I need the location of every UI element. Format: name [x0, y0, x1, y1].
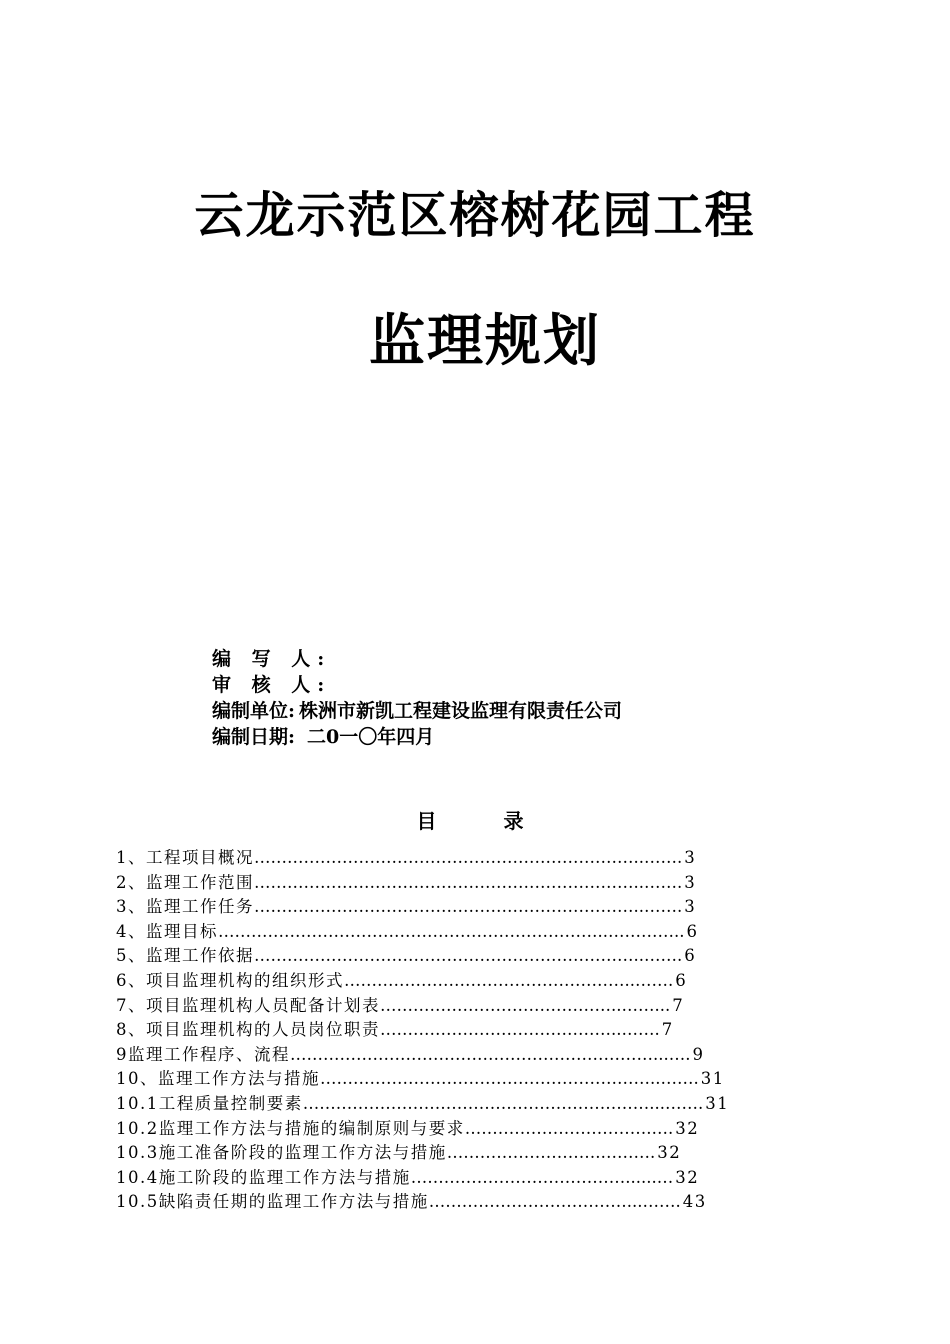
toc-item-page: 6 — [675, 970, 688, 990]
toc-item-label: 8、项目监理机构的人员岗位职责 — [116, 1020, 380, 1040]
toc-item-leader: ……………………….………. — [446, 1143, 656, 1163]
toc-item-page: 9 — [692, 1044, 705, 1064]
author-label: 编 写 人: — [212, 648, 332, 670]
toc-item-label: 10.4施工阶段的监理工作方法与措施 — [116, 1167, 411, 1187]
toc-item-leader: ……………………………………………………………..……. — [254, 848, 683, 867]
toc-item-page: 6 — [686, 921, 699, 941]
toc-item-leader: ……………………………………..……... — [380, 995, 671, 1015]
toc-item-page: 32 — [675, 1118, 700, 1138]
toc-item[interactable] — [116, 1018, 796, 1043]
toc-item-leader: ……………………………………………..……. — [344, 970, 674, 990]
toc-item-leader: ……………………………………………………………..………….. — [218, 921, 685, 941]
toc-item[interactable] — [116, 920, 796, 945]
toc-item[interactable] — [116, 1092, 796, 1117]
toc-item-leader: ……………………………………………………………..……. — [254, 897, 683, 917]
toc-item-leader: ……………………………………..……. — [380, 1020, 660, 1040]
toc-item-page: 6 — [684, 946, 697, 966]
table-of-contents — [116, 846, 796, 1215]
toc-item-label: 4、监理目标 — [116, 921, 218, 941]
date-label: 编制日期: — [212, 726, 296, 748]
toc-item[interactable] — [116, 1190, 796, 1215]
toc-item-label: 10.3施工准备阶段的监理工作方法与措施 — [116, 1143, 447, 1163]
toc-item-label: 2、监理工作范围 — [116, 872, 254, 892]
toc-item[interactable] — [116, 846, 796, 871]
toc-item-page: 32 — [675, 1167, 700, 1187]
toc-item[interactable] — [116, 944, 796, 969]
toc-item-page: 7 — [672, 995, 685, 1015]
toc-item-leader: ………………………………...……. — [428, 1192, 681, 1212]
toc-item-label: 10.2监理工作方法与措施的编制原则与要求 — [116, 1118, 465, 1138]
toc-item-label: 10.1工程质量控制要素 — [116, 1093, 303, 1113]
org-label: 编制单位: — [212, 700, 296, 722]
toc-item-page: 32 — [657, 1143, 682, 1163]
toc-item-label: 6、项目监理机构的组织形式 — [116, 970, 344, 990]
toc-item-page: 31 — [700, 1069, 725, 1089]
toc-item[interactable] — [116, 994, 796, 1019]
toc-item-page: 31 — [705, 1093, 730, 1113]
toc-item-leader: ……………………………………………………………..……. — [254, 872, 683, 892]
document-subtitle: 监理规划 — [369, 309, 601, 374]
toc-heading: 目 录 — [416, 809, 554, 833]
toc-item-label: 5、监理工作依据 — [116, 946, 254, 966]
toc-item-leader: …………………………………………………………...…. — [290, 1044, 691, 1064]
toc-item[interactable] — [116, 1141, 796, 1166]
toc-item[interactable] — [116, 871, 796, 896]
toc-item-page: 43 — [682, 1192, 707, 1212]
toc-item-label: 10、监理工作方法与措施 — [116, 1069, 320, 1089]
toc-item[interactable] — [116, 1067, 796, 1092]
reviewer-label: 审 核 人: — [212, 674, 332, 696]
org-value: 株洲市新凯工程建设监理有限责任公司 — [299, 700, 623, 722]
date-value: 二0一〇年四月 — [307, 726, 435, 748]
toc-item-leader: …………………………………......… — [410, 1167, 674, 1187]
toc-item[interactable] — [116, 895, 796, 920]
info-block — [212, 646, 852, 750]
author-row — [212, 646, 852, 672]
toc-item-label: 10.5缺陷责任期的监理工作方法与措施 — [116, 1192, 429, 1212]
toc-item[interactable] — [116, 1117, 796, 1142]
toc-item-label: 9监理工作程序、流程 — [116, 1044, 290, 1064]
toc-item-label: 3、监理工作任务 — [116, 897, 254, 917]
toc-item-page: 3 — [684, 848, 697, 867]
toc-item[interactable] — [116, 1166, 796, 1191]
toc-item-page: 3 — [684, 872, 697, 892]
toc-item-page: 7 — [661, 1020, 674, 1040]
date-row — [212, 724, 852, 750]
toc-item-label: 1、工程项目概况 — [116, 848, 254, 867]
toc-item-label: 7、项目监理机构人员配备计划表 — [116, 995, 380, 1015]
reviewer-row — [212, 672, 852, 698]
toc-item-page: 3 — [684, 897, 697, 917]
toc-item-leader: ………………………………………………………...……. — [302, 1093, 704, 1113]
toc-item-leader: ……………………………………………………………..……. — [254, 946, 683, 966]
toc-item[interactable] — [116, 1043, 796, 1068]
toc-item-leader: …………………………….…. — [464, 1118, 674, 1138]
document-title: 云龙示范区榕树花园工程 — [194, 186, 756, 244]
toc-item[interactable] — [116, 969, 796, 994]
toc-item-leader: ……………………………………………………..……. — [320, 1069, 699, 1089]
org-row — [212, 698, 852, 724]
